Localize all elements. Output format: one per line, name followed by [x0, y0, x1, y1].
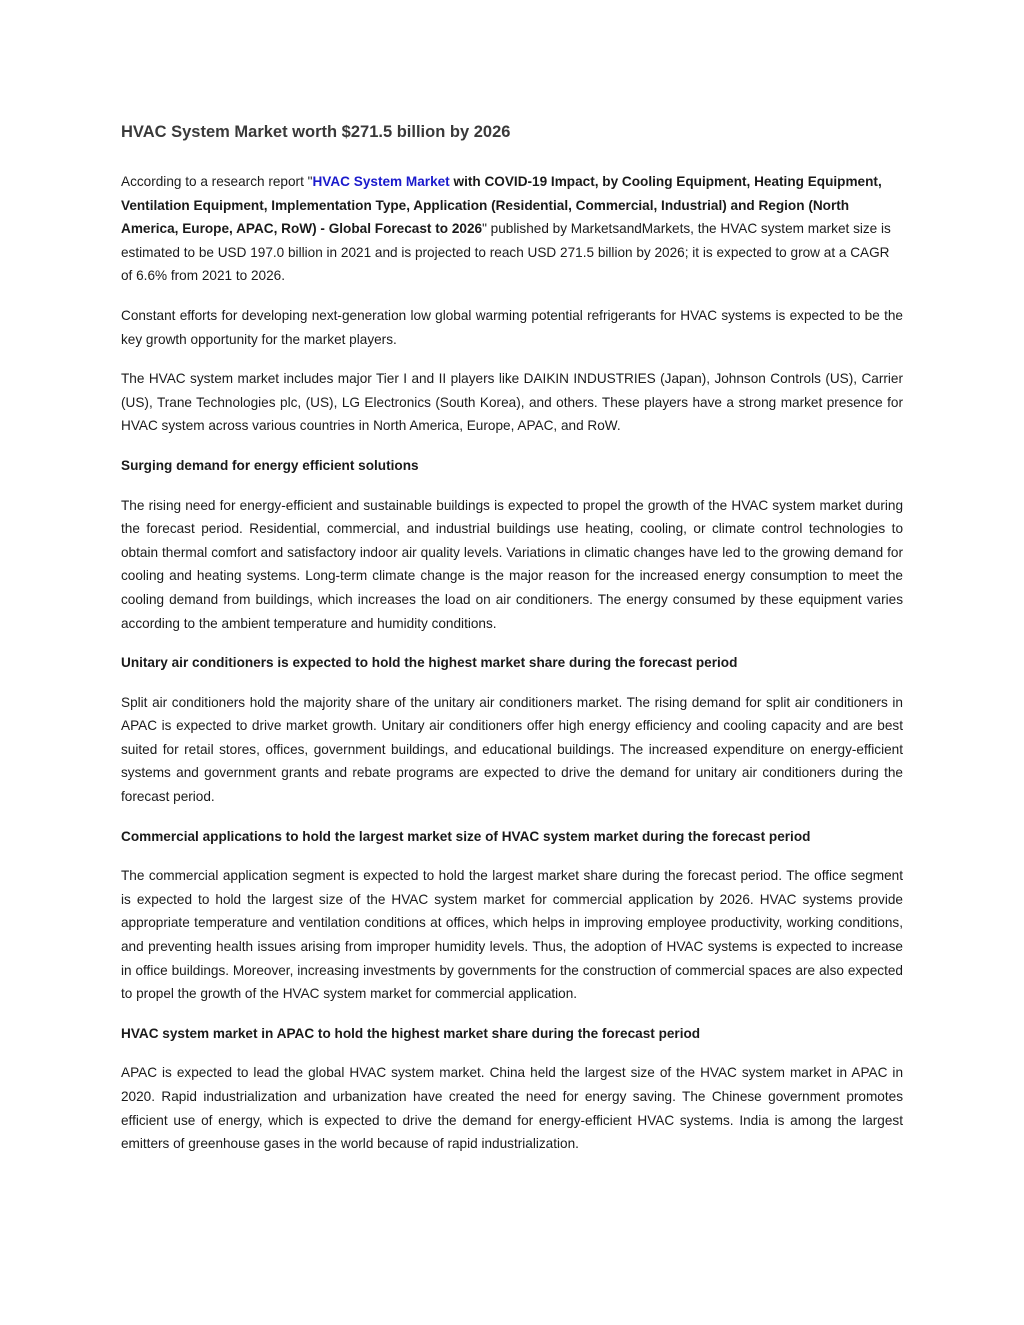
section-body-unitary-ac: Split air conditioners hold the majority share of the unitary air conditioners market. The rising demand for split air conditioners in APAC is expected to drive market growth. Unitary air conditioners offer high energy efficiency and cooling capacity and are best suited for retail stores, offices, government buildings, and educational buildings. The increased expenditure on energy-efficient systems and government grants and rebate programs are expected to drive the demand for unitary air conditioners during the forecast period.	[121, 694, 903, 805]
section-heading-energy-efficient: Surging demand for energy efficient solutions	[121, 457, 419, 473]
intro-paragraph	[121, 170, 903, 288]
section-body-apac: APAC is expected to lead the global HVAC system market. China held the largest size of the HVAC system market in APAC in 2020. Rapid industrialization and urbanization have created the need for energy saving. The Chinese government promotes efficient use of energy, which is expected to drive the demand for energy-efficient HVAC systems. India is among the largest emitters of greenhouse gases in the world because of rapid industrialization.	[121, 1065, 903, 1152]
section-heading-apac: HVAC system market in APAC to hold the highest market share during the forecast period	[121, 1025, 701, 1041]
opportunity-paragraph: Constant efforts for developing next-generation low global warming potential refrigerants for HVAC systems is expected to be the key growth opportunity for the market players.	[121, 307, 903, 347]
players-paragraph: The HVAC system market includes major Tier I and II players like DAIKIN INDUSTRIES (Japan), Johnson Controls (US), Carrier (US), Trane Technologies plc, (US), LG Electronics (South Korea), and others. These players have a strong market presence for HVAC system across various countries in North America, Europe, APAC, and RoW.	[121, 371, 903, 434]
report-title: with COVID-19 Impact, by Cooling Equipment, Heating Equipment, Ventilation Equipment, Implementation Type, Application (Residential, Commercial, Industrial) and Region (North America, Europe, APAC, RoW) - Global Forecast to 2026	[121, 174, 882, 237]
document-title: HVAC System Market worth $271.5 billion by 2026	[121, 123, 511, 141]
section-body-energy-efficient: The rising need for energy-efficient and sustainable buildings is expected to propel the growth of the HVAC system market during the forecast period. Residential, commercial, and industrial buildings use heating, cooling, or climate control technologies to obtain thermal comfort and satisfactory indoor air quality levels. Variations in climatic changes have led to the growing demand for cooling and heating systems. Long-term climate change is the major reason for the increased energy consumption to meet the cooling demand from buildings, which increases the load on air conditioners. The energy consumed by these equipment varies according to the ambient temperature and humidity conditions.	[121, 497, 903, 631]
intro-suffix: " published by MarketsandMarkets, the HVAC system market size is estimated to be USD 197.0 billion in 2021 and is projected to reach USD 271.5 billion by 2026; it is expected to grow at a CAGR of 6.6% from 2021 to 2026.	[121, 221, 891, 284]
section-heading-unitary-ac: Unitary air conditioners is expected to hold the highest market share during the forecast period	[121, 655, 738, 671]
section-heading-commercial: Commercial applications to hold the largest market size of HVAC system market during the forecast period	[121, 828, 811, 844]
section-body-commercial: The commercial application segment is expected to hold the largest market share during the forecast period. The office segment is expected to hold the largest size of the HVAC system market for commercial application by 2026. HVAC systems provide appropriate temperature and ventilation conditions at offices, which helps in improving employee productivity, working conditions, and preventing health issues arising from improper humidity levels. Thus, the adoption of HVAC systems is expected to increase in office buildings. Moreover, increasing investments by governments for the construction of commercial spaces are also expected to propel the growth of the HVAC system market for commercial application.	[121, 868, 903, 1002]
document-content	[121, 118, 903, 1172]
report-link[interactable]: HVAC System Market	[312, 174, 450, 189]
intro-prefix: According to a research report "	[121, 174, 313, 189]
